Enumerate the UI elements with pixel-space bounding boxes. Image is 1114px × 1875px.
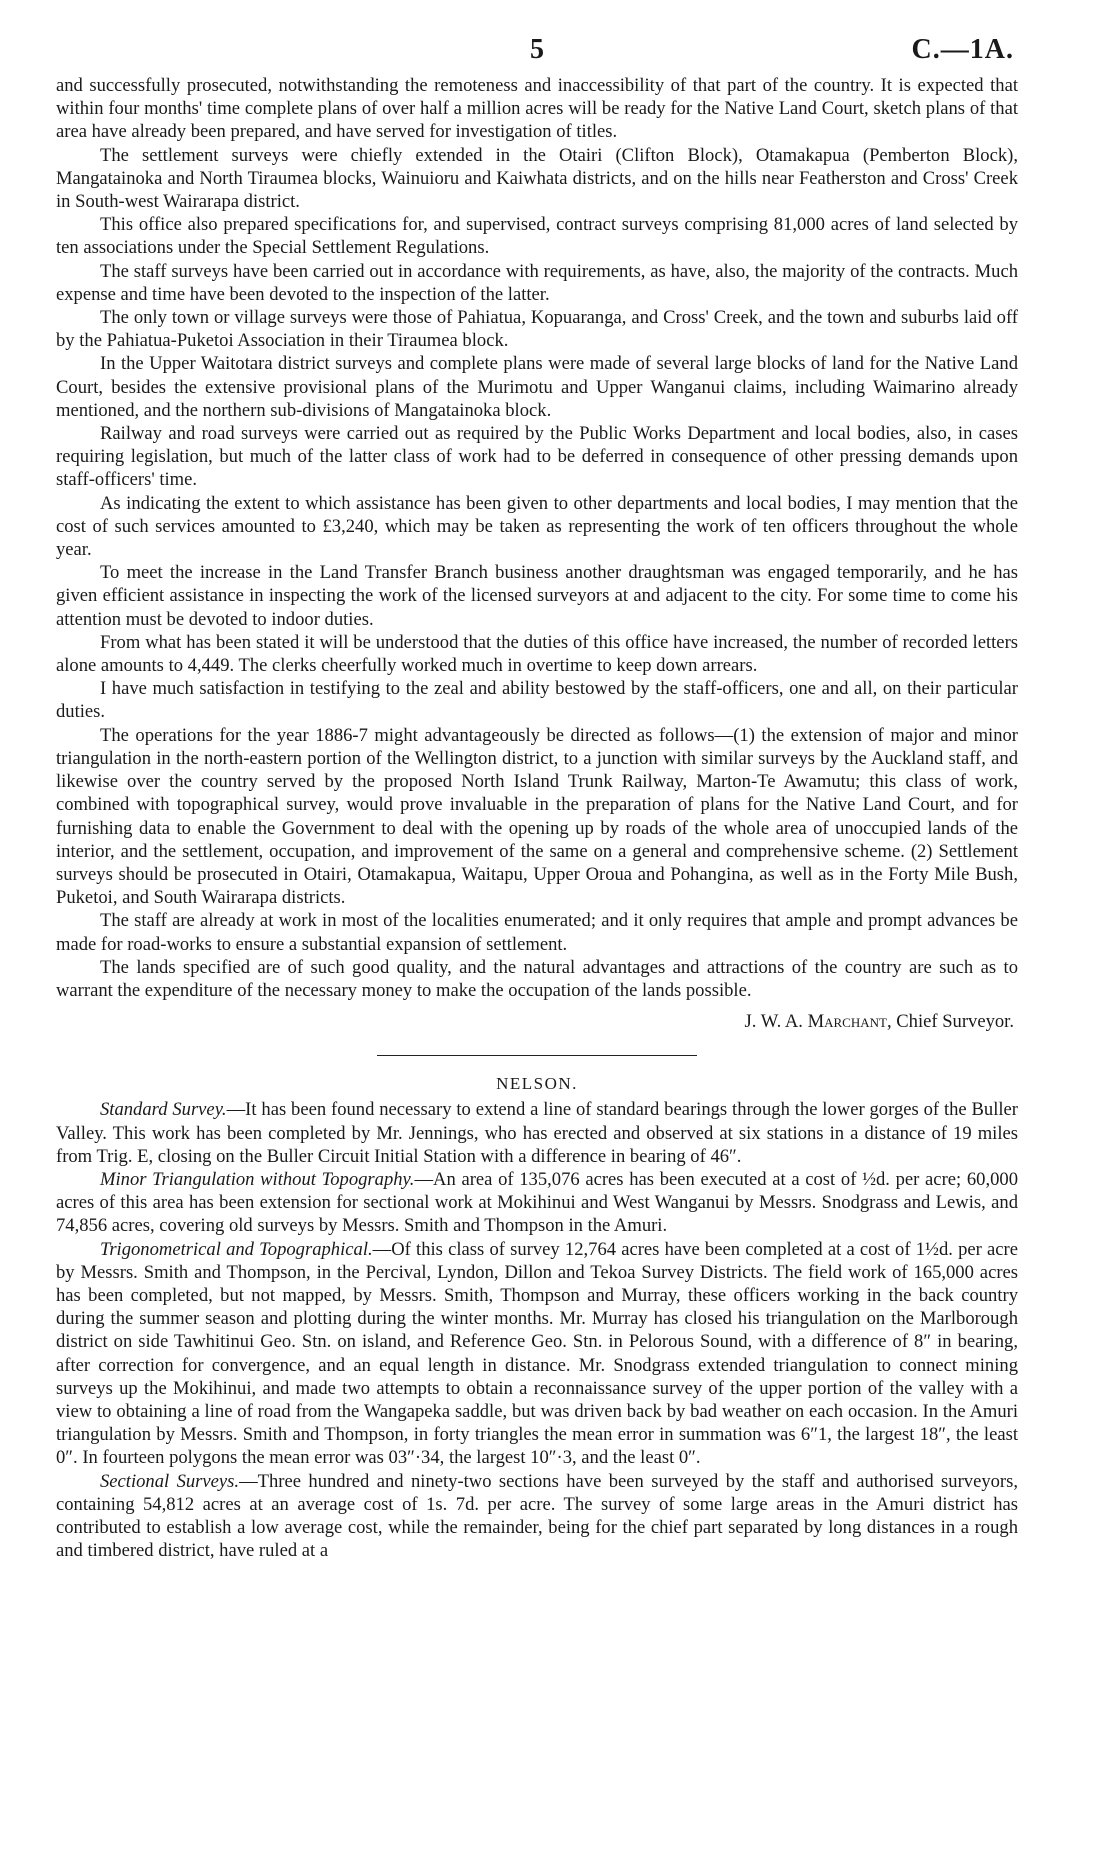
wellington-report: [56, 74, 1018, 1033]
paragraph: The staff are already at work in most of the localities enumerated; and it only requires that ample and prompt advances be made for road-works to ensure a substantial expansion of settlement.: [56, 910, 1018, 955]
nelson-report: [56, 1098, 1018, 1562]
signature-title: , Chief Surveyor.: [886, 1011, 1014, 1033]
paragraph: I have much satisfaction in testifying to the zeal and ability bestowed by the staff-officers, one and all, on their particular duties.: [56, 678, 1018, 723]
paragraph: The staff surveys have been carried out in accordance with requirements, as have, also, the majority of the contracts. Much expense and time have been devoted to the inspection of the latter.: [56, 260, 1018, 305]
paragraph: The lands specified are of such good quality, and the natural advantages and attractions of the country are such as to warrant the expenditure of the necessary money to make the occupation of the lands possible.: [56, 956, 1018, 1001]
paragraph: The operations for the year 1886-7 might advantageously be directed as follows—(1) the extension of major and minor triangulation in the north-eastern portion of the Wellington district, to a junction with similar surveys by the Auckland staff, and likewise over the country served by the proposed North Island Trunk Railway, Marton-Te Awamutu; this class of work, combined with topographical survey, would prove invaluable in the preparation of plans for the Native Land Court, and for furnishing data to enable the Government to deal with the opening up by roads of the whole area of unoccupied lands of the interior, and the settlement, occupation, and improvement of the same on a general and comprehensive scheme. (2) Settlement surveys should be prosecuted in Otairi, Otamakapua, Waitapu, Upper Oroua and Pohangina, as well as in the Forty Mile Bush, Puketoi, and South Wairarapa districts.: [56, 724, 1018, 909]
paragraph-text: —An area of 135,076 acres has been executed at a cost of ½d. per acre; 60,000 acres of this area has been extension for sectional work at Mokihinui and West Wanganui by Messrs. Snodgrass and Lewis, and 74,856 acres, covering old surveys by Messrs. Smith and Thompson in the Amuri.: [56, 1168, 1018, 1237]
paragraph: As indicating the extent to which assistance has been given to other departments and local bodies, I may mention that the cost of such services amounted to £3,240, which may be taken as representing the work of ten officers throughout the whole year.: [56, 492, 1018, 561]
paragraph-lead: Trigonometrical and Topographical.: [100, 1238, 373, 1260]
paragraph-lead: Sectional Surveys.: [100, 1470, 240, 1492]
paragraph: [56, 1098, 1018, 1168]
paragraph-text: —It has been found necessary to extend a line of standard bearings through the lower gorges of the Buller Valley. This work has been completed by Mr. Jennings, who has erected and observed at six stations in a distance of 19 miles from Trig. E, closing on the Buller Circuit Initial Station with a difference in bearing of 46″.: [56, 1099, 1019, 1167]
paragraph: and successfully prosecuted, notwithstanding the remoteness and inaccessibility of that part of the country. It is expected that within four months' time complete plans of over half a million acres will be ready for the Native Land Court, sketch plans of that area have already been prepared, and have served for investigation of titles.: [56, 75, 1018, 143]
paragraph: [56, 1168, 1018, 1238]
paragraph-text: —Of this class of survey 12,764 acres have been completed at a cost of 1½d. per acre by Messrs. Smith and Thompson, in the Percival, Lyndon, Dillon and Tekoa Survey Districts. The field work of 165,000 acres has been completed, but not mapped, by Messrs. Smith, Thompson and Murray, these officers working in the back country during the summer season and plotting during the winter months. Mr. Murray has closed his triangulation on the Marlborough district on side Tawhitinui Geo. Stn. on island, and Reference Geo. Stn. in Pelorous Sound, with a difference of 8″ in bearing, after correction for convergence, and an equal length in distance. Mr. Snodgrass extended triangulation to connect mining surveys up the Mokihinui, and made two attempts to obtain a reconnaissance survey of the upper portion of the valley with a view to obtaining a line of road from the Wangapeka saddle, but was driven back by bad weather on each occasion. In the Amuri triangulation by Messrs. Smith and Thompson, in forty triangles the mean error in summation was 6″1, the largest 18″, the least 0″. In fourteen polygons the mean error was 03″·34, the largest 10″·3, and the least 0″.: [56, 1238, 1018, 1469]
paragraph: From what has been stated it will be understood that the duties of this office have increased, the number of recorded letters alone amounts to 4,449. The clerks cheerfully worked much in overtime to keep down arrears.: [56, 631, 1018, 677]
paragraph: Railway and road surveys were carried out as required by the Public Works Department and local bodies, also, in cases requiring legislation, but much of the latter class of work had to be deferred in consequence of other pressing demands upon staff-officers' time.: [56, 423, 1018, 491]
signature: [56, 1010, 1014, 1033]
document-page: [56, 30, 1018, 1562]
paragraph: [56, 1238, 1018, 1470]
page-header: [56, 30, 1018, 74]
paragraph: In the Upper Waitotara district surveys and complete plans were made of several large blocks of land for the Native Land Court, besides the extensive provisional plans of the Murimotu and Upper Wanganui claims, including Waimarino already mentioned, and the northern sub-divisions of Mangatainoka block.: [56, 353, 1018, 421]
document-reference: C.—1A.: [911, 34, 1014, 65]
page-number: 5: [530, 34, 544, 65]
paragraph: The settlement surveys were chiefly extended in the Otairi (Clifton Block), Otamakapua (Pemberton Block), Mangatainoka and North Tiraumea blocks, Wainuioru and Kaiwhata districts, and on the hills near Featherston and Cross' Creek in South-west Wairarapa district.: [56, 144, 1018, 213]
paragraph: [56, 1470, 1018, 1563]
paragraph-lead: Minor Triangulation without Topography.: [100, 1168, 415, 1190]
paragraph: This office also prepared specifications for, and supervised, contract surveys comprising 81,000 acres of land selected by ten associations under the Special Settlement Regulations.: [56, 214, 1018, 259]
paragraph-lead: Standard Survey.: [100, 1099, 227, 1121]
section-divider: [377, 1055, 697, 1056]
section-heading: NELSON.: [496, 1074, 578, 1094]
paragraph: The only town or village surveys were those of Pahiatua, Kopuaranga, and Cross' Creek, and the town and suburbs laid off by the Pahiatua-Puketoi Association in their Tiraumea block.: [56, 307, 1018, 352]
signature-name: J. W. A. Marchant: [744, 1011, 887, 1033]
paragraph-text: —Three hundred and ninety-two sections have been surveyed by the staff and authorised surveyors, containing 54,812 acres at an average cost of 1s. 7d. per acre. The survey of some large areas in the Amuri district has contributed to establish a low average cost, while the remainder, being for the chief part separated by long distances in a rough and timbered district, have ruled at a: [56, 1470, 1018, 1562]
paragraph: To meet the increase in the Land Transfer Branch business another draughtsman was engaged temporarily, and he has given efficient assistance in inspecting the work of the licensed surveyors at and adjacent to the city. For some time to come his attention must be devoted to indoor duties.: [56, 562, 1018, 630]
